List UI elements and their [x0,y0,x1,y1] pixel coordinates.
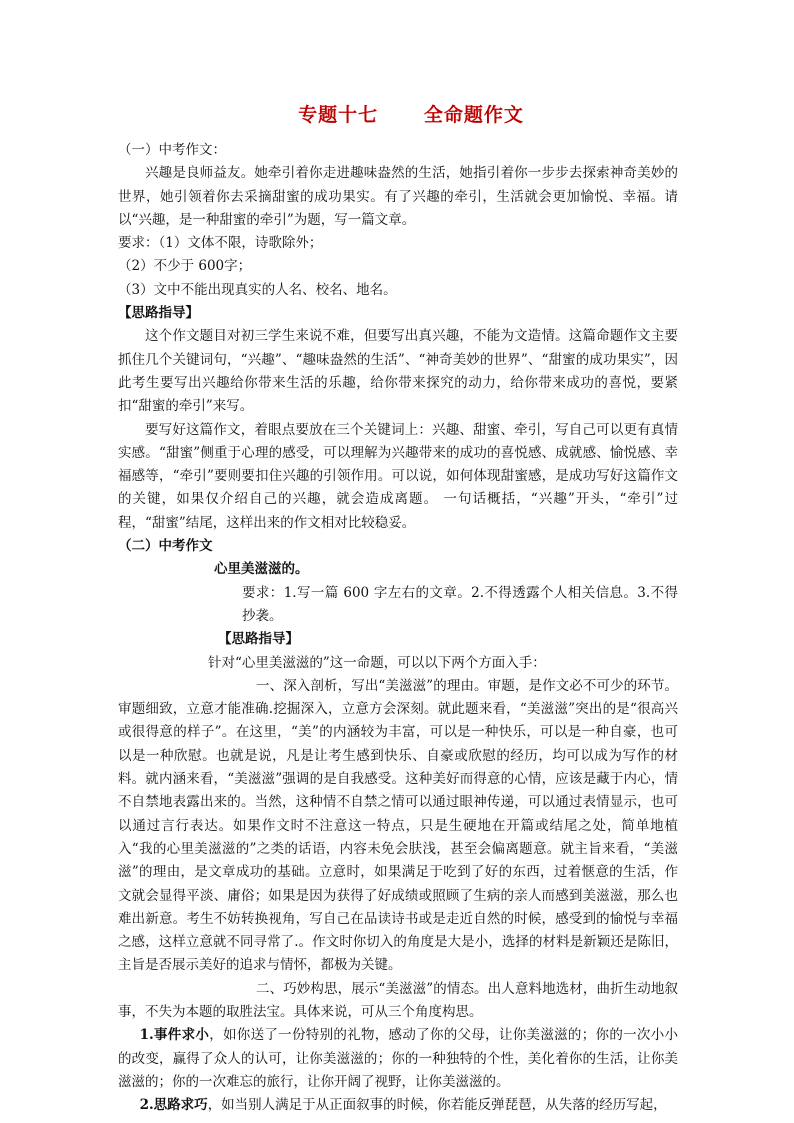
section2-point-2: 二、巧妙构思，展示“美滋滋”的情态。出人意料地选材，曲折生动地叙事，不失为本题的取胜法宝。具体来说，可从三个角度构思。 [118,980,678,1020]
page-title: 专题十七 全命题作文 [298,104,524,126]
section2-item-2-label: 2.思路求巧 [139,1097,208,1114]
section1-requirement-1: 要求：（1）文体不限，诗歌除外； [118,235,323,252]
section2-item-2-text: ，如当别人满足于从正面叙事的时候，你若能反弹琵琶，从失落的经历写起， [207,1097,667,1114]
section1-requirement-3: （3）文中不能出现真实的人名、校名、地名。 [118,281,397,298]
section2-item-1-text: ，如你送了一份特别的礼物，感动了你的父母，让你美滋滋的；你的一次小小的改变，赢得了众人的认可，让你美滋滋的；你的一种独特的个性，美化着你的生活，让你美滋滋的；你的一次难忘的旅行，让你开阔了视野，让你美滋滋的。 [118,1027,679,1090]
section2-item-1-label: 1.事件求小 [139,1027,210,1044]
section1-prompt: 兴趣是良师益友。她牵引着你走进趣味盎然的生活，她指引着你一步步去探索神奇美妙的世界，她引领着你去采摘甜蜜的成功果实。有了兴趣的牵引，生活就会更加愉悦、幸福。请以“兴趣，是一种甜蜜的牵引”为题，写一篇文章。 [118,165,678,228]
section2-requirement: 要求：1.写一篇 600 字左右的文章。2.不得透露个人相关信息。3.不得抄袭。 [242,584,678,624]
section2-topic: 心里美滋滋的。 [214,561,309,578]
section2-point-1: 一、深入剖析，写出“美滋滋”的理由。审题，是作文必不可少的环节。审题细致，立意才能准确.挖掘深入，立意方会深刻。就此题来看，“美滋滋”突出的是“很高兴或很得意的样子”。在这里，“美”的内涵较为丰富，可以是一种快乐，可以是一种自豪，也可以是一种欣慰。也就是说，凡是让考生感到快乐、自豪或欣慰的经历，均可以成为写作的材料。就内涵来看，“美滋滋”强调的是自我感受。这种美好而得意的心情，应该是藏于内心，情不自禁地表露出来的。当然，这种情不自禁之情可以通过眼神传递，可以通过表情显示，也可以通过言行表达。如果作文时不注意这一特点，只是生硬地在开篇或结尾之处，简单地植入“我的心里美滋滋的”之类的话语，内容未免会肤浅，甚至会偏离题意。就主旨来看，“美滋滋”的理由，是文章成功的基础。立意时，如果满足于吃到了好的东西，过着惬意的生活，作文就会显得平淡、庸俗；如果是因为获得了好成绩或照顾了生病的亲人而感到美滋滋，那么也难出新意。考生不妨转换视角，写自己在品读诗书或是走近自然的时候，感受到的愉悦与幸福之感，这样立意就不同寻常了.。作文时你切入的角度是大是小，选择的材料是新颖还是陈旧，主旨是否展示美好的追求与情怀，都极为关键。 [118,677,678,974]
section2-guide-lead: 针对“心里美滋滋的”这一命题，可以以下两个方面入手： [208,654,546,671]
section1-requirement-2: （2）不少于 600字； [118,258,252,275]
section2-heading: （二）中考作文 [118,538,213,555]
section2-item-2 [118,1094,678,1117]
section1-heading: （一）中考作文： [118,142,226,158]
section2-guide-heading: 【思路指导】 [218,631,299,648]
section1-guide-paragraph-2: 要写好这篇作文，着眼点要放在三个关键词上：兴趣、甜蜜、牵引，写自己可以更有真情实感。“甜蜜”侧重于心理的感受，可以理解为兴趣带来的成功的喜悦感、成就感、愉悦感、幸福感等，“牵引”要则要扣住兴趣的引领作用。可以说，如何体现甜蜜感，是成功写好这篇作文的关键，如果仅介绍自己的兴趣，就会造成离题。 一句话概括，“兴趣”开头，“牵引”过程，“甜蜜”结尾，这样出来的作文相对比较稳妥。 [118,421,678,531]
section1-guide-heading: 【思路指导】 [118,305,199,322]
section1-guide-paragraph-1: 这个作文题目对初三学生来说不难，但要写出真兴趣，不能为文造情。这篇命题作文主要抓住几个关键词句，“兴趣”、“趣味盎然的生活”、“神奇美妙的世界”、“甜蜜的成功果实”，因此考生要写出兴趣给你带来生活的乐趣，给你带来探究的动力，给你带来成功的喜悦，要紧扣“甜蜜的牵引”来写。 [118,328,678,415]
document-page [118,100,678,1117]
section2-item-1 [118,1024,678,1094]
